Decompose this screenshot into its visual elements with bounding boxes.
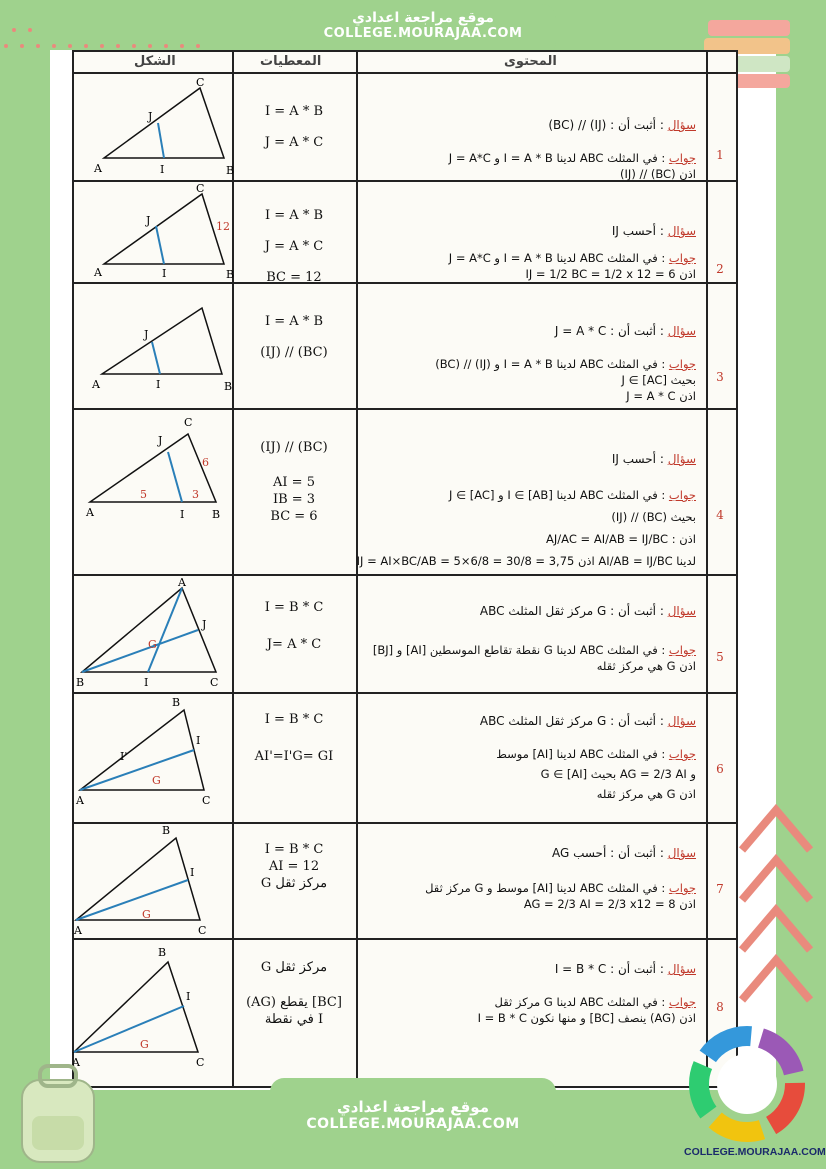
figure-row-5	[76, 576, 234, 690]
question-row-6: سؤال : أثبت أن : G مركز ثقل المثلث ABC	[479, 714, 696, 728]
svg-text:A: A	[72, 1056, 80, 1069]
svg-text:B: B	[212, 508, 221, 521]
answer-row-2: جواب : في المثلث ABC لدينا I = A * B و J = A*C اذن IJ = 1/2 BC = 1/2 x 12 = 6	[448, 251, 696, 281]
givens-row-7: I = B * C AI = 12 G مركز ثقل	[260, 842, 328, 891]
row-number-2: 2	[716, 262, 724, 276]
row-number-4: 4	[716, 508, 724, 522]
svg-text:I: I	[190, 866, 195, 879]
svg-text:B: B	[226, 164, 235, 177]
svg-text:C: C	[184, 416, 193, 429]
svg-text:G: G	[142, 908, 151, 921]
svg-text:J: J	[146, 214, 151, 227]
svg-text:G: G	[140, 1038, 149, 1051]
row-number-6: 6	[716, 762, 724, 776]
svg-text:A: A	[94, 162, 102, 175]
svg-text:G: G	[148, 638, 157, 651]
figure-row-6	[76, 694, 234, 820]
givens-row-8: G مركز ثقل (AG) يقطع [BC] في نقطة I	[246, 960, 342, 1027]
backpack-icon	[8, 1060, 108, 1168]
svg-text:B: B	[172, 696, 181, 709]
figure-row-1	[76, 74, 234, 178]
svg-text:C: C	[196, 1056, 205, 1069]
question-row-4: سؤال : أحسب IJ	[611, 452, 696, 466]
chevron-decor-icon	[736, 790, 816, 1020]
svg-text:I: I	[144, 676, 149, 689]
row-number-7: 7	[716, 882, 724, 896]
givens-row-1: I = A * B J = A * C	[264, 104, 324, 150]
givens-row-5: I = B * C J= A * C	[264, 600, 324, 652]
svg-text:J: J	[202, 618, 207, 631]
footer-site-url: COLLEGE.MOURAJAA.COM	[306, 1116, 520, 1132]
bottom-banner[interactable]	[270, 1078, 556, 1152]
svg-text:B: B	[158, 946, 167, 959]
lesson-table	[72, 50, 738, 1088]
site-name: موقع مراجعة اعدادي	[352, 10, 494, 26]
logo-wheel-icon	[690, 1024, 820, 1142]
svg-text:C: C	[196, 76, 205, 89]
svg-text:I: I	[156, 378, 161, 391]
question-row-1: سؤال : أثبت أن : (IJ) // (BC)	[548, 118, 696, 132]
college-logo[interactable]	[684, 1024, 826, 1164]
svg-text:5: 5	[140, 488, 147, 501]
svg-text:J: J	[158, 434, 163, 447]
header-givens: المعطيات	[260, 54, 322, 69]
svg-text:I': I'	[120, 750, 128, 763]
svg-text:I: I	[160, 163, 165, 176]
svg-text:I: I	[180, 508, 185, 521]
svg-text:A: A	[74, 924, 82, 937]
header-content: المحتوى	[504, 54, 557, 69]
svg-text:3: 3	[192, 488, 199, 501]
svg-text:C: C	[198, 924, 207, 937]
question-row-5: سؤال : أثبت أن : G مركز ثقل المثلث ABC	[479, 604, 696, 618]
answer-row-7: جواب : في المثلث ABC لدينا [AI] موسط و G مركز ثقل اذن AG = 2/3 AI = 2/3 x12 = 8	[425, 881, 696, 911]
svg-text:I: I	[196, 734, 201, 747]
givens-row-6: I = B * C AI'=I'G= GI	[254, 712, 334, 764]
svg-text:B: B	[162, 824, 171, 837]
answer-row-1: جواب : في المثلث ABC لدينا I = A * B و J = A*C اذن (BC) // (IJ)	[448, 151, 696, 181]
svg-text:B: B	[226, 268, 235, 281]
givens-row-4: (IJ) // (BC) AI = 5 IB = 3 BC = 6	[260, 440, 328, 524]
answer-row-3: جواب : في المثلث ABC لدينا I = A * B و (IJ) // (BC) بحيث [AC] ∋ J اذن J = A * C	[435, 357, 696, 403]
question-row-2: سؤال : أحسب IJ	[611, 224, 696, 238]
question-row-8: سؤال : أثبت أن : I = B * C	[554, 962, 696, 976]
svg-text:A: A	[76, 794, 84, 807]
svg-text:I: I	[162, 267, 167, 280]
answer-row-4: جواب : في المثلث ABC لدينا [AB] ∋ I و [AC] ∋ J بحيث (BC) // (IJ) اذن : AJ/AC = AI/AB = IJ/BC لدينا AI/AB = IJ/BC اذن IJ = AI×BC/AB = 5×6/8 = 30/8 = 3,75	[356, 488, 696, 568]
svg-text:A: A	[94, 266, 102, 279]
answer-row-6: جواب : في المثلث ABC لدينا [AI] موسط و AG = 2/3 AI بحيث G ∈ [AI] اذن G هي مركز ثقله	[496, 747, 696, 801]
figure-row-4	[76, 410, 234, 572]
svg-text:B: B	[76, 676, 85, 689]
givens-row-3: I = A * B (IJ) // (BC)	[260, 314, 328, 360]
question-row-3: سؤال : أثبت أن : J = A * C	[554, 324, 696, 338]
svg-text:J: J	[144, 328, 149, 341]
row-number-1: 1	[716, 148, 724, 162]
givens-row-2: I = A * B J = A * C BC = 12	[264, 208, 324, 285]
logo-url: COLLEGE.MOURAJAA.COM	[684, 1146, 826, 1158]
svg-text:I: I	[186, 990, 191, 1003]
site-url: COLLEGE.MOURAJAA.COM	[323, 26, 523, 41]
svg-text:G: G	[152, 774, 161, 787]
answer-row-8: جواب : في المثلث ABC لدينا G مركز ثقل اذن (AG) ينصف [BC] و منها نكون I = B * C	[477, 995, 696, 1025]
footer-site-name: موقع مراجعة اعدادي	[337, 1098, 489, 1116]
svg-text:A: A	[86, 506, 94, 519]
question-row-7: سؤال : أثبت أن : أحسب AG	[551, 846, 696, 860]
row-number-5: 5	[716, 650, 724, 664]
top-banner[interactable]	[290, 4, 556, 56]
svg-text:6: 6	[202, 456, 209, 469]
figure-row-3	[76, 284, 234, 406]
svg-text:12: 12	[216, 220, 230, 233]
svg-text:A: A	[92, 378, 100, 391]
svg-text:J: J	[148, 110, 153, 123]
svg-text:C: C	[210, 676, 219, 689]
row-number-3: 3	[716, 370, 724, 384]
figure-row-7	[76, 824, 234, 936]
svg-text:C: C	[196, 182, 205, 195]
svg-text:C: C	[202, 794, 211, 807]
answer-row-5: جواب : في المثلث ABC لدينا G نقطة تقاطع الموسطين [AI] و [BJ] اذن G هي مركز ثقله	[372, 643, 696, 673]
svg-text:A: A	[178, 576, 186, 589]
header-figure: الشكل	[134, 54, 176, 69]
figure-row-2	[76, 182, 234, 280]
svg-text:B: B	[224, 380, 233, 393]
row-number-8: 8	[716, 1000, 724, 1014]
